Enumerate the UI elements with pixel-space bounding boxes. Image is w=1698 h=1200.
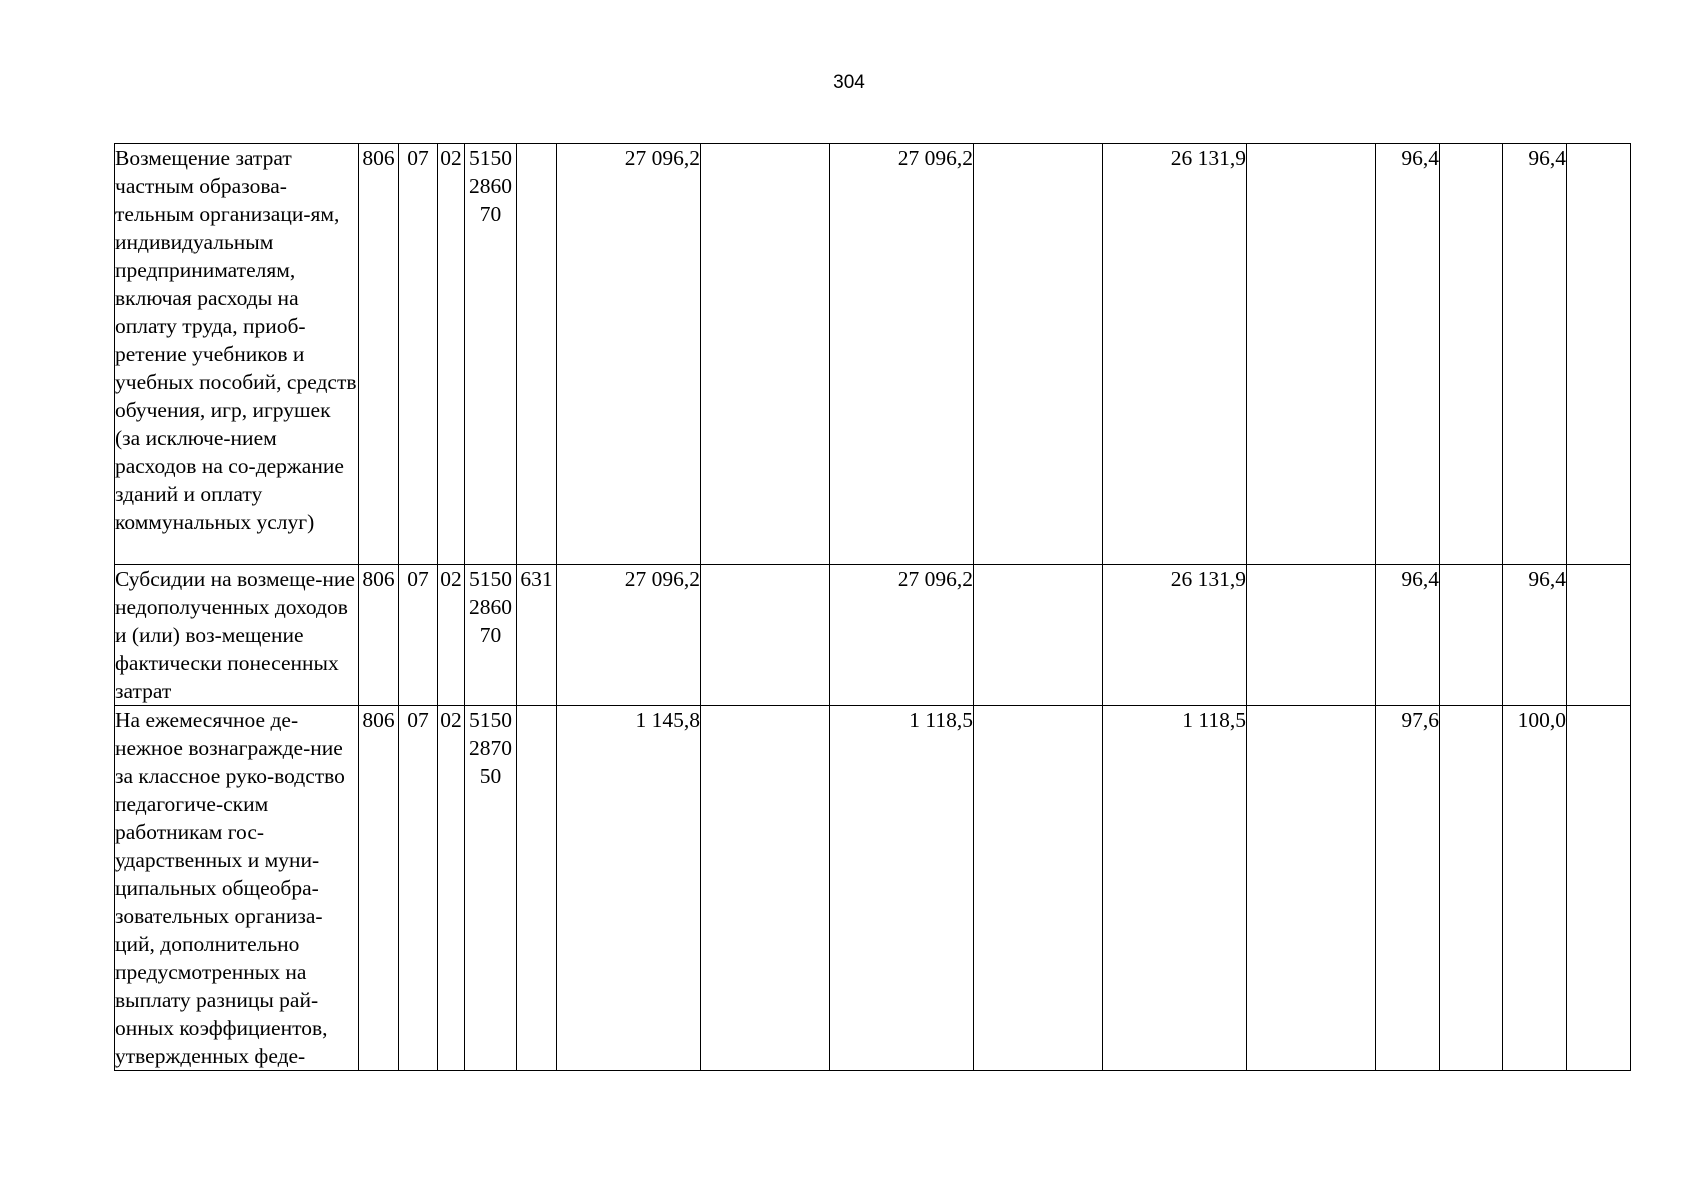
percent-cell-2: 96,4 (1503, 144, 1567, 565)
page-number: 304 (833, 72, 865, 93)
expense-name-cell: Возмещение затрат частным образова-тельным организаци-ям, индивидуальным предпринимателям, включая расходы на оплату труда, приоб-ретение учебников и учебных пособий, средств обучения, игр, игрушек (за исключе-нием расходов на со-держание зданий и оплату коммунальных услуг) (115, 144, 359, 565)
empty-cell (1567, 565, 1631, 706)
empty-cell (1440, 706, 1503, 1071)
empty-cell (974, 144, 1103, 565)
amount-cell-1: 1 145,8 (557, 706, 701, 1071)
empty-cell (701, 144, 830, 565)
section-cell: 07 (399, 706, 438, 1071)
section-cell: 07 (399, 565, 438, 706)
expense-name-cell: На ежемесячное де-нежное вознагражде-ние за классное руко-водство педагогиче-ским работникам гос-ударственных и муни-ципальных общеобра-зовательных организа-ций, дополнительно предусмотренных на выплату разницы рай-онных коэффициентов, утвержденных феде- (115, 706, 359, 1071)
percent-cell-2: 100,0 (1503, 706, 1567, 1071)
empty-cell (1567, 144, 1631, 565)
amount-cell-3: 1 118,5 (1103, 706, 1247, 1071)
empty-cell (1247, 706, 1376, 1071)
amount-cell-3: 26 131,9 (1103, 144, 1247, 565)
table-row (115, 706, 1631, 1071)
empty-cell (1440, 565, 1503, 706)
subsection-cell: 02 (438, 565, 465, 706)
target-article-cell: 5150286070 (465, 565, 517, 706)
percent-cell-1: 97,6 (1376, 706, 1440, 1071)
table-row (115, 144, 1631, 565)
percent-cell-1: 96,4 (1376, 565, 1440, 706)
empty-cell (1440, 144, 1503, 565)
amount-cell-2: 1 118,5 (830, 706, 974, 1071)
percent-cell-2: 96,4 (1503, 565, 1567, 706)
expense-type-cell: 631 (517, 565, 557, 706)
target-article-cell: 5150287050 (465, 706, 517, 1071)
amount-cell-2: 27 096,2 (830, 144, 974, 565)
table-row (115, 565, 1631, 706)
section-cell: 07 (399, 144, 438, 565)
subsection-cell: 02 (438, 706, 465, 1071)
empty-cell (701, 706, 830, 1071)
budget-table (114, 143, 1631, 1071)
expense-name-cell: Субсидии на возмеще-ние недополученных доходов и (или) воз-мещение фактически понесенных затрат (115, 565, 359, 706)
empty-cell (1247, 565, 1376, 706)
empty-cell (974, 706, 1103, 1071)
empty-cell (1567, 706, 1631, 1071)
percent-cell-1: 96,4 (1376, 144, 1440, 565)
grbs-cell: 806 (359, 706, 399, 1071)
grbs-cell: 806 (359, 144, 399, 565)
grbs-cell: 806 (359, 565, 399, 706)
subsection-cell: 02 (438, 144, 465, 565)
amount-cell-1: 27 096,2 (557, 144, 701, 565)
empty-cell (974, 565, 1103, 706)
expense-type-cell (517, 144, 557, 565)
amount-cell-3: 26 131,9 (1103, 565, 1247, 706)
expense-type-cell (517, 706, 557, 1071)
empty-cell (1247, 144, 1376, 565)
empty-cell (701, 565, 830, 706)
amount-cell-1: 27 096,2 (557, 565, 701, 706)
target-article-cell: 5150286070 (465, 144, 517, 565)
amount-cell-2: 27 096,2 (830, 565, 974, 706)
